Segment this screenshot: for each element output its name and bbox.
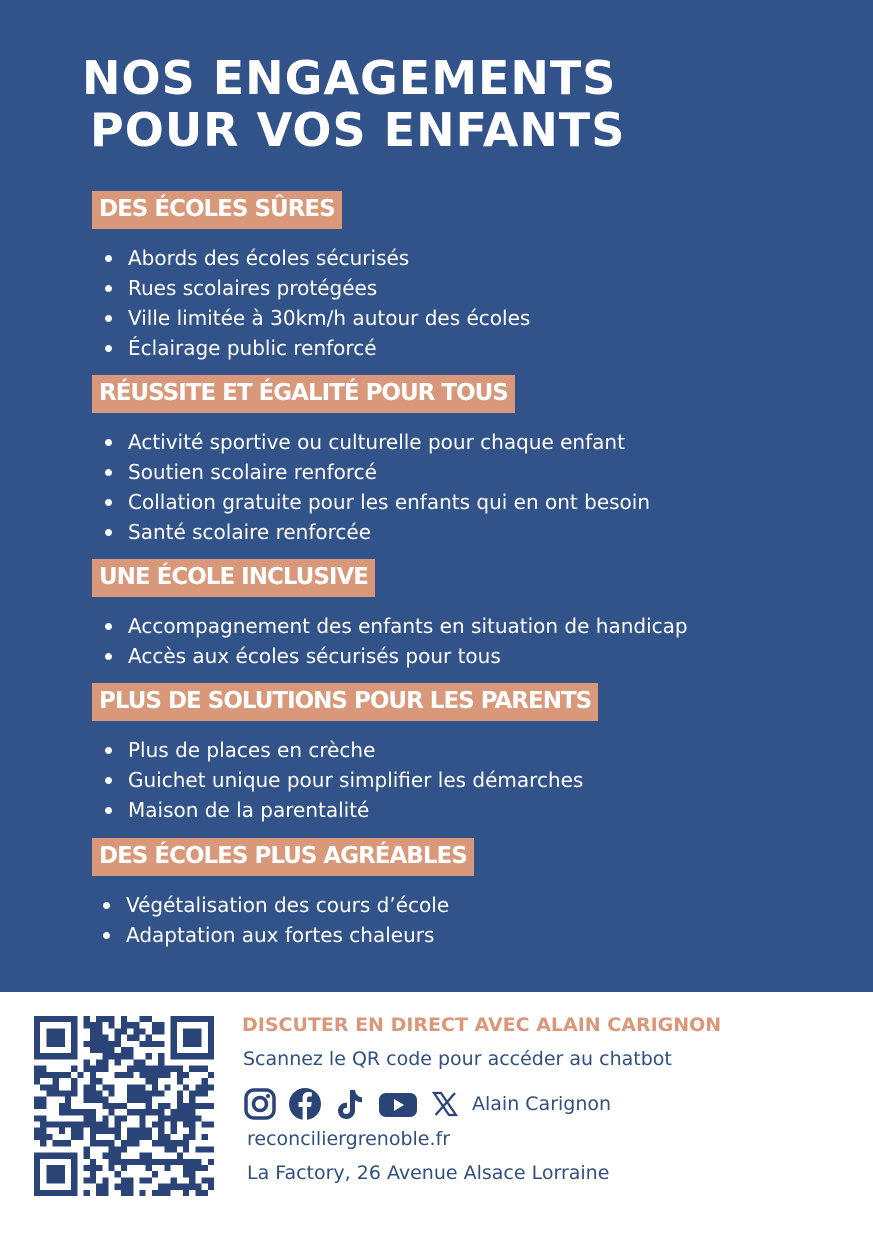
section-reussite-egalite — [92, 375, 650, 547]
bullet-list — [92, 735, 598, 825]
list-item: Collation gratuite pour les enfants qui en ont besoin — [128, 487, 650, 517]
list-item: Éclairage public renforcé — [128, 333, 530, 363]
chat-cta-heading: DISCUTER EN DIRECT AVEC ALAIN CARIGNON — [242, 1014, 722, 1036]
social-links — [243, 1086, 611, 1122]
list-item: Ville limitée à 30km/h autour des écoles — [128, 303, 530, 333]
instagram-icon[interactable] — [243, 1087, 277, 1121]
section-ecoles-sures — [92, 191, 530, 363]
website-link[interactable]: reconciliergrenoble.fr — [247, 1128, 451, 1150]
list-item: Maison de la parentalité — [128, 795, 598, 825]
section-ecole-inclusive — [92, 559, 688, 671]
list-item: Adaptation aux fortes chaleurs — [126, 920, 474, 950]
bullet-list — [92, 243, 530, 363]
qr-code[interactable] — [34, 1016, 214, 1196]
bullet-list — [92, 890, 474, 950]
title-line-1: NOS ENGAGEMENTS — [82, 51, 617, 105]
list-item: Rues scolaires protégées — [128, 273, 530, 303]
tiktok-icon[interactable] — [333, 1087, 367, 1121]
list-item: Santé scolaire renforcée — [128, 517, 650, 547]
qr-modules — [34, 1016, 214, 1196]
list-item: Accès aux écoles sécurisés pour tous — [128, 641, 688, 671]
page-title — [82, 52, 625, 156]
list-item: Accompagnement des enfants en situation de handicap — [128, 611, 688, 641]
social-handle: Alain Carignon — [472, 1093, 612, 1115]
section-heading: PLUS DE SOLUTIONS POUR LES PARENTS — [92, 683, 598, 721]
facebook-icon[interactable] — [288, 1087, 322, 1121]
title-line-2: POUR VOS ENFANTS — [90, 103, 626, 157]
section-solutions-parents — [92, 683, 598, 825]
section-heading: UNE ÉCOLE INCLUSIVE — [92, 559, 375, 597]
contact-footer — [0, 992, 873, 1240]
x-icon[interactable] — [431, 1087, 459, 1121]
section-heading: DES ÉCOLES PLUS AGRÉABLES — [92, 838, 474, 876]
section-heading: DES ÉCOLES SÛRES — [92, 191, 342, 229]
list-item: Plus de places en crèche — [128, 735, 598, 765]
bullet-list — [92, 427, 650, 547]
bullet-list — [92, 611, 688, 671]
scan-instruction: Scannez le QR code pour accéder au chatbot — [243, 1048, 672, 1070]
list-item: Soutien scolaire renforcé — [128, 457, 650, 487]
address-text: La Factory, 26 Avenue Alsace Lorraine — [247, 1162, 610, 1184]
list-item: Végétalisation des cours d’école — [126, 890, 474, 920]
section-heading: RÉUSSITE ET ÉGALITÉ POUR TOUS — [92, 375, 515, 413]
list-item: Abords des écoles sécurisés — [128, 243, 530, 273]
list-item: Activité sportive ou culturelle pour chaque enfant — [128, 427, 650, 457]
section-ecoles-agreables — [92, 838, 474, 950]
youtube-icon[interactable] — [378, 1087, 418, 1121]
list-item: Guichet unique pour simplifier les démarches — [128, 765, 598, 795]
